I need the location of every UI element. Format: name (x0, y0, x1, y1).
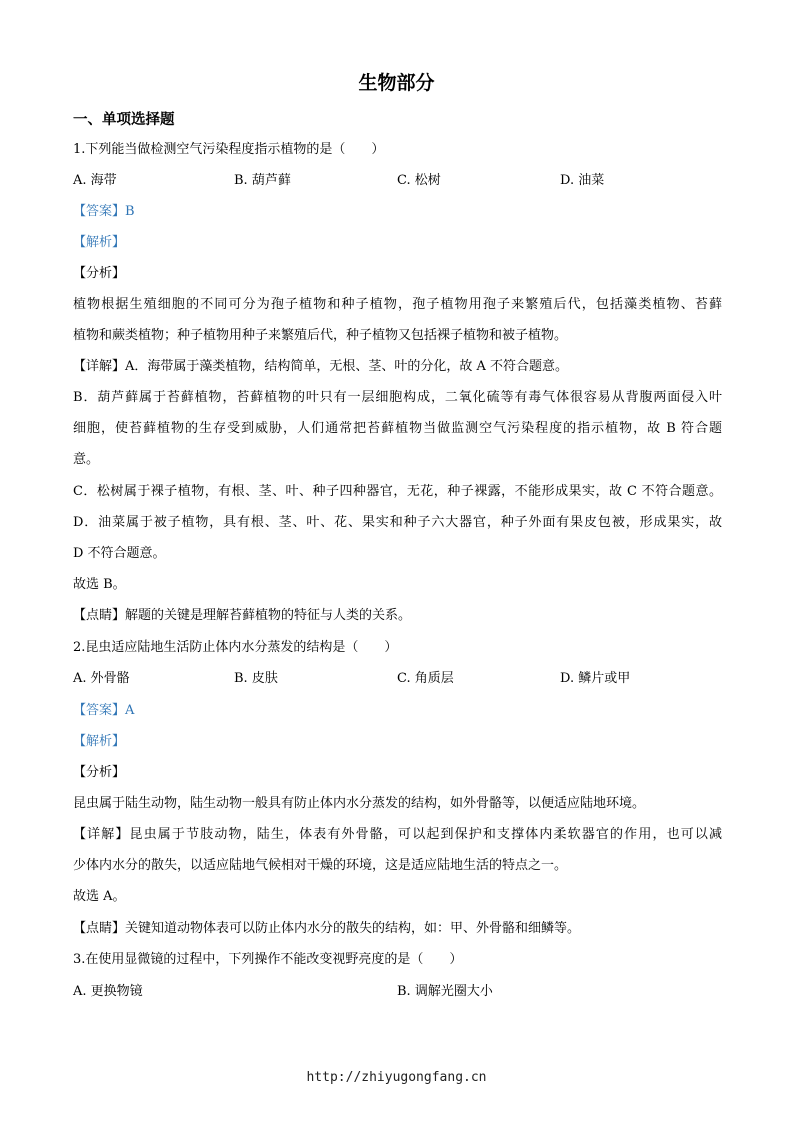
q1-detail-line: 意。 (73, 452, 100, 467)
q2-analysis-label: 【解析】 (73, 734, 126, 749)
q2-option-b: B. 皮肤 (234, 671, 278, 686)
section-heading: 一、单项选择题 (73, 112, 175, 128)
page-title: 生物部分 (358, 72, 435, 94)
q1-detail-line: 【详解】A．海带属于藻类植物，结构简单，无根、茎、叶的分化，故 A 不符合题意。 (73, 359, 569, 374)
q3-option-b: B. 调解光圈大小 (397, 984, 493, 999)
q1-option-b: B. 葫芦藓 (234, 173, 291, 188)
q2-option-c: C. 角质层 (397, 671, 454, 686)
q1-option-a: A. 海带 (73, 173, 117, 188)
q1-fenxi-line: 植物根据生殖细胞的不同可分为孢子植物和种子植物，孢子植物用孢子来繁殖后代，包括藻类植物、苔藓 (73, 297, 722, 312)
q1-choose: 故选 B。 (73, 577, 126, 592)
q2-option-a: A. 外骨骼 (73, 671, 130, 686)
question-3-stem: 3.在使用显微镜的过程中，下列操作不能改变视野亮度的是（ ） (73, 952, 463, 967)
q1-detail-line: C．松树属于裸子植物，有根、茎、叶、种子四种器官，无花，种子裸露，不能形成果实，故 C 不符合题意。 (73, 484, 722, 499)
q1-fenxi-line: 植物和蕨类植物；种子植物用种子来繁殖后代，种子植物又包括裸子植物和被子植物。 (73, 328, 568, 343)
q1-detail-line: B．葫芦藓属于苔藓植物，苔藓植物的叶只有一层细胞构成，二氧化硫等有毒气体很容易从背腹两面侵入叶 (73, 390, 722, 405)
q2-fenxi-label: 【分析】 (73, 765, 126, 780)
question-2-stem: 2.昆虫适应陆地生活防止体内水分蒸发的结构是（ ） (73, 640, 398, 655)
footer-url: http://zhiyugongfang.cn (306, 1070, 487, 1085)
question-1-stem: 1.下列能当做检测空气污染程度指示植物的是（ ） (73, 142, 385, 157)
q1-analysis-label: 【解析】 (73, 235, 126, 250)
q1-option-d: D. 油菜 (560, 173, 605, 188)
q2-answer: 【答案】A (73, 703, 135, 718)
q1-detail-line: 细胞，使苔藓植物的生存受到威胁，人们通常把苔藓植物当做监测空气污染程度的指示植物，故 B 符合题 (73, 421, 722, 436)
q1-detail-line: D 不符合题意。 (73, 546, 166, 561)
q2-point: 【点睛】关键知道动物体表可以防止体内水分的散失的结构，如：甲、外骨骼和细鳞等。 (73, 921, 581, 936)
q1-answer: 【答案】B (73, 204, 135, 219)
q2-detail-line: 【详解】昆虫属于节肢动物，陆生，体表有外骨骼，可以起到保护和支撑体内柔软器官的作用，也可以减 (73, 827, 722, 842)
q1-fenxi-label: 【分析】 (73, 266, 126, 281)
q2-fenxi-line: 昆虫属于陆生动物，陆生动物一般具有防止体内水分蒸发的结构，如外骨骼等，以便适应陆地环境。 (73, 796, 646, 811)
q2-choose: 故选 A。 (73, 889, 126, 904)
q2-option-d: D. 鳞片或甲 (560, 671, 631, 686)
q2-detail-line: 少体内水分的散失，以适应陆地气候相对干燥的环境，这是适应陆地生活的特点之一。 (73, 858, 568, 873)
q1-detail-line: D．油菜属于被子植物，具有根、茎、叶、花、果实和种子六大器官，种子外面有果皮包被，形成果实，故 (73, 515, 722, 530)
q1-option-c: C. 松树 (397, 173, 441, 188)
q3-option-a: A. 更换物镜 (73, 984, 143, 999)
q1-point: 【点睛】解题的关键是理解苔藓植物的特征与人类的关系。 (73, 608, 412, 623)
